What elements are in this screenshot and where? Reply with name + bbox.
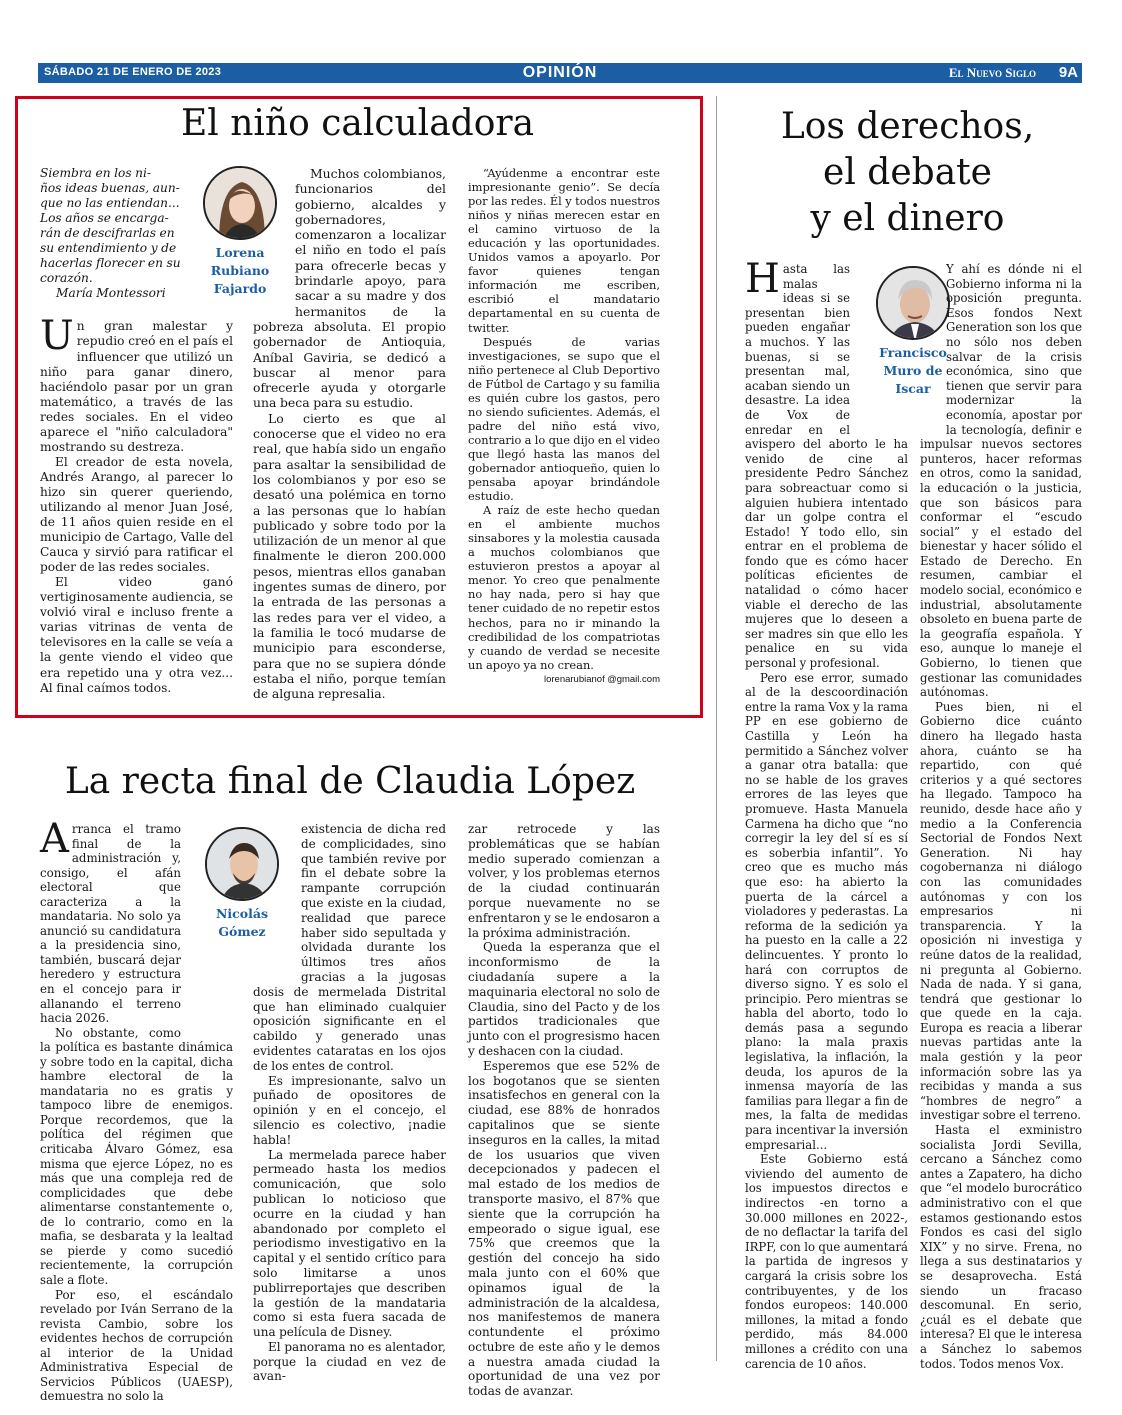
page-number: 9A [1058,64,1078,81]
photo-wrap-spacer [253,166,295,316]
column-divider [716,96,717,1361]
paragraph-text: rranca el tramo final de la administración y, consigo, el afán electoral que caracteriza a la mandataria. No solo ya anunció su candidatura a la presidencia sino, también, buscará dejar heredero y estructura en el concejo para ir allanando el terreno hacia 2026. [40,822,181,1026]
article2-column-2 [253,822,446,1384]
article1-column-3 [468,166,660,687]
page-header-bar [38,63,1082,83]
epigraph [40,166,182,301]
epigraph-line: Los años se encarga- [40,211,169,226]
paragraph: El video ganó vertiginosamente audiencia, se volvió viral e incluso frente a varias vitrinas de venta de televisores en la calle se veía a la gente viendo el video que era repetido una y otra vez... Al final caímos todos. [40,575,233,695]
paragraph: Es impresionante, salvo un puñado de opositores de opinión y en el concejo, el silencio es colectivo, ¡nadie habla! [253,1073,446,1147]
paragraph: Hasta el exministro socialista Jordi Sevilla, cercano a Sánchez como antes a Zapatero, ha dicho que “el modelo burocrático administrativo con el que estamos gestionando estos Fondos es casi del siglo XIX” y no sirve. Frena, no llega a sus destinatarios y se desaprovecha. Está siendo un fracaso descomunal. En serio, ¿cuál es el debate que interesa? El que le interesa a Sánchez lo sabemos todos. Todos menos Vox. [920,1123,1082,1371]
photo-wrap-spacer [920,262,946,432]
article3-title [730,104,1085,242]
epigraph-line: su entendimiento y de [40,241,177,256]
article2-column-3 [468,822,660,1399]
paragraph: Este Gobierno está viviendo del aumento de los impuestos directos e indirectos -en torno a 30.000 millones en 2022-, de no deflactar la tarifa del IRPF, con lo que aumentará la partida de ingresos y cargará la crisis sobre los contribuyentes, y de los fondos europeos: 140.000 millones, la mitad a fondo perdido, más 84.000 millones a crédito con una carencia de 10 años. [745,1152,908,1371]
paragraph: A raíz de este hecho quedan en el ambiente muchos sinsabores y la molestia causada a muchos colombianos que estuvieron prestos a apoyar al menor. Yo creo que penalmente no hay nada, pero si hay que tener cuidado de no repetir estos hechos, para no ir minando la credibilidad de los compatriotas y cuando de verdad se necesite un apoyo ya no crean. [468,503,660,672]
epigraph-line: ños ideas buenas, aun- [40,181,180,196]
paragraph-text: n gran malestar y repudio creó en el país el influencer que utilizó un niño para ganar dinero, haciéndolo pasar por un gran matemático, a través de las redes sociales. En el video aparece el "niño calculadora" mostrando su destreza. [40,319,233,454]
newspaper-name: El Nuevo Siglo [948,65,1036,80]
header-date: SÁBADO 21 DE ENERO DE 2023 [44,66,222,78]
author-email[interactable]: lorenarubianof @gmail.com [543,673,660,685]
article1-title: El niño calculadora [180,103,535,144]
title-line: el debate [823,152,992,193]
paragraph: El creador de esta novela, Andrés Arango, al parecer lo hizo sin querer queriendo, utilizando al menor Juan José, de 11 años quien reside en el municipio de Cartago, Valle del Cauca y sirvió para ratificar el poder de las redes sociales. [40,454,233,575]
paragraph: La mermelada parece haber permeado hasta los medios comunicación, que solo publican lo noticioso que ocurre en la ciudad y han abandonado por completo el periodismo investigativo en la capital y el sentido crítico para solo limitarse a unos publirreportajes que describen la gestión de la mandataria como si esta fuera sacada de una película de Disney. [253,1147,446,1340]
epigraph-author: María Montessori [56,286,166,301]
epigraph-line: rán de descifrarlas en [40,226,175,241]
paragraph: “Ayúdenme a encontrar este impresionante genio”. Se decía por las redes. Él y todos nuestros niños y niñas merecen estar en el camino virtuoso de la educación y las oportunidades. Unidos vamos a apoyarlo. Por favor quienes tengan información me escriben, escribió el mandatario departamental en su cuenta de twitter. [468,166,660,335]
paragraph: Lo cierto es que al conocerse que el video no era real, que había sido un engaño para asaltar la sensibilidad de los colombianos y por eso se desató una polémica en torno a las personas que lo habían publicado y sobre todo por la utilización de un menor al que finalmente le dieron 200.000 pesos, mientras ellos ganaban ingentes sumas de dinero, por la entrada de las personas a las redes para ver el video, a la familia le tocó mudarse de municipio para esconderse, para que no se supiera dónde estaba el niño, porque temían de alguna represalia. [253,410,446,702]
paragraph: Por eso, el escándalo revelado por Iván Serrano de la revista Cambio, sobre los evidentes hechos de corrupción al interior de la Unidad Administrativa Especial de Servicios Públicos (UAESP), demuestra no solo la [40,1287,233,1404]
paragraph: No obstante, como la política es bastante dinámica y sobre todo en la capital, dicha hambre electoral de la mandataria no es gratis y tampoco libre de enemigos. Porque recordemos, que la política del régimen que criticaba Álvaro Gómez, esa misma que ejerce López, no es más que una compleja red de complicidades que debe alimentarse constantemente o, de lo contrario, como en la mafia, se desbarata y la lealtad se pierde y como sucedió recientemente, la corrupción sale a flote. [40,1025,233,1287]
title-line: Los derechos, [780,106,1035,147]
epigraph-line: que no las entiendan... [40,196,180,211]
paragraph: Esperemos que ese 52% de los bogotanos que se sienten insatisfechos en general con la ciudad, ese 88% de honrados capitalinos que se siente inseguros en la calles, la mitad de los usuarios que viven decepcionados y padecen el mal estado de los medios de transporte masivo, el 87% que siente que la corrupción ha empeorado o sigue igual, ese 75% que creemos que la gestión del concejo ha sido mala junto con el 60% que opinamos igual de la administración de la alcaldesa, nos manifestemos de manera contundente el próximo octubre de este año y le demos a nuestra amada ciudad la oportunidad de una vez por todas de avanzar. [468,1058,660,1399]
author-name: Francisco Muro de Iscar [879,345,947,396]
paragraph: existencia de dicha red de complicidades, sino que también revive por fin el debate sobre la rampante corrupción que existe en la ciudad, realidad que parece haber sido sepultada y olvidada durante los últimos tres años gracias a la jugosas dosis de mermelada Distrital que han eliminado cualquier oposición significante en el cabildo y generado unas evidentes cataratas en los ojos de los entes de control. [253,822,446,1073]
paragraph: zar retrocede y las problemáticas que se habían medio superado comienzan a volver, y los problemas eternos de la ciudad continuarán porque nuevamente no se enfrentaron y se le endosaron a la próxima administración. [468,822,660,940]
article1-column-2 [253,166,446,701]
epigraph-line: Siembra en los ni- [40,166,152,180]
header-section: OPINIÓN [522,64,598,81]
drop-cap: H [745,256,780,302]
article2-title: La recta final de Claudia López [64,761,636,802]
article3-column-2 [920,262,1082,1371]
drop-cap: A [40,816,69,862]
paragraph: Muchos colombianos, funcionarios del gobierno, alcaldes y gobernadores, comenzaron a localizar el niño en todo el país para ofrecerle becas y brindarle apoyo, para sacar a su madre y dos hermanitos de la pobreza absoluta. El propio gobernador de Antioquia, Aníbal Gaviria, se dedicó a buscar al menor para ofrecerle ayuda y otorgarle una beca para su estudio. [253,166,446,411]
epigraph-line: corazón. [40,271,93,286]
paragraph-text: asta las malas ideas si se presentan bien pueden engañar a muchos. Y las buenas, si se presentan mal, acaban siendo un desastre. La idea de Vox de enredar en el avispero del aborto le ha venido de cine al presidente Pedro Sánchez para sobreactuar como si alguien hubiera intentado dar un golpe contra el Estado! Y todo ello, sin entrar en el problema de fondo que es cómo hacer políticas eficientes de natalidad o cómo hacer viable el derecho de las mujeres que lo deseen a ser madres sin que ello les penalice en su vida personal y profesional. [745,262,908,671]
article3-column-1 [745,256,908,1371]
epigraph-line: hacerlas florecer en su [40,256,181,271]
paragraph: Queda la esperanza que el inconformismo de la ciudadanía supere a la maquinaria electoral no solo de Claudia, sino del Pacto y de los partidos tradicionales que junto con el progresismo hacen y deshacen con la ciudad. [468,940,660,1058]
drop-cap: U [40,313,74,360]
author-name: Lorena Rubiano Fajardo [210,245,270,296]
paragraph: Pero ese error, sumado al de la descoordinación entre la rama Vox y la rama PP en ese gobierno de Castilla y León ha permitido a Sánchez volver a ganar otra batalla: que no se hable de los graves errores de las leyes que promueve. Hasta Manuela Carmena ha dicho que “no corregir la ley del sí es sí es soberbia infantil”. Yo creo que es mucho más que eso: ha abierto la puerta de la cárcel a violadores y pederastas. La reforma de la sedición ya ha puesto en la calle a 22 delincuentes. Y pronto lo hará con corruptos de diverso signo. Y es solo el principio. Pero mientras se habla del aborto, todo lo demás pasa a segundo plano: la mala praxis legislativa, la inflación, la deuda, los apuros de la inmensa mayoría de las familias para llegar a fin de mes, la falta de medidas para incentivar la inversión empresarial... [745,670,908,1152]
title-line: y el dinero [810,198,1005,239]
photo-wrap-spacer [253,822,301,980]
author-name: Nicolás Gómez [215,906,268,939]
paragraph: Después de varias investigaciones, se supo que el niño pertenece al Club Deportivo de Fútbol de Cartago y su familia es quién cubre los gastos, pero no siendo suficientes. Además, el padre del niño está vivo, contrario a lo que dijo en el video que llegó hasta las manos del gobernador antioqueño, quien lo pensaba apoyar brindándole estudio. [468,334,660,504]
paragraph: El panorama no es alentador, porque la ciudad en vez de avan- [253,1339,446,1384]
paragraph: Pues bien, ni el Gobierno dice cuánto dinero ha llegado hasta ahora, cuánto se ha repartido, con qué criterios y a qué sectores ha llegado. Tampoco ha reunido, desde hace año y medio a la Conferencia Sectorial de Fondos Next Generation. Ni hay cogobernanza ni diálogo con las comunidades autónomas y con los empresarios ni transparencia. Y la oposición ni investiga y reúne datos de la realidad, ni pregunta al Gobierno. Nada de nada. Y si gana, tendrá que gestionar lo que quede en la caja. Europa es reacia a liberar nuevas partidas ante la mala gestión y la peor información sobre las ya recibidas y manda a sus “hombres de negro” a investigar sobre el terreno. [920,699,1082,1123]
paragraph [40,313,233,454]
paragraph: Y ahí es dónde ni el Gobierno informa ni la oposición pregunta. Esos fondos Next Generation son los que no sólo nos deben salvar de la crisis económica, sino que tienen que servir para modernizar la economía, apostar por la tecnología, definir e impulsar nuevos sectores punteros, hacer reformas en otros, como la sanidad, la educación o la justicia, que son básicos para conformar el “escudo social” y el estado del bienestar y hacer sólido el Estado de Derecho. En resumen, cambiar el modelo social, económico e industrial, absolutamente obsoleto en buena parte de la geografía española. Y eso, aunque lo maneje el Gobierno, lo tienen que gestionar las comunidades autónomas. [920,262,1082,700]
